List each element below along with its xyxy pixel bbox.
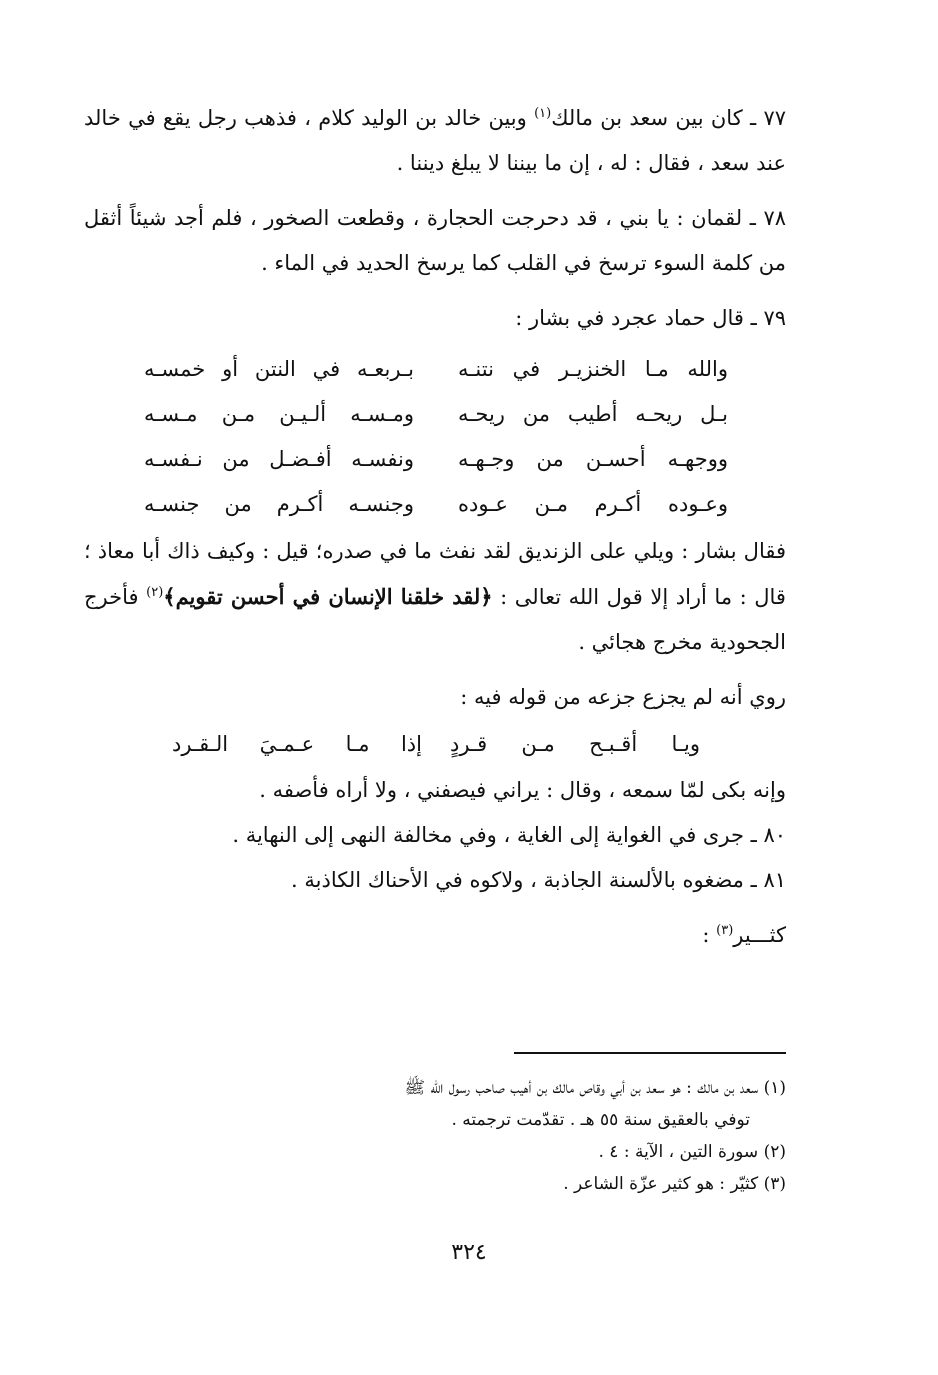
page-number: ٣٢٤ [451, 1240, 487, 1265]
verse-hemistich-right: ووجهـه أحسـن من وجـهـه [458, 447, 728, 471]
paragraph-bashar: فقال بشار : ويلي على الزنديق لقد نفث ما في صدره؛ قيل : وكيف ذاك أبا معاذ ؛ قال : ما أراد إلا قول الله تعالى : ﴿لقد خلقنا الإنسان في أحسن تقويم﴾$^{(٢)}$ فأخرج الجحودية مخرج هجائي . [84, 539, 786, 654]
verse-line-bashar [84, 720, 786, 768]
footnotes [84, 1072, 786, 1200]
footnote-2: (٢) سورة التين ، الآية : ٤ . [598, 1142, 786, 1162]
paragraph-78: ٧٨ ـ لقمان : يا بني ، قد دحرجت الحجارة ، وقطعت الصخور ، فلم أجد شيئاً أثقل من كلمة السوء ترسخ في القلب كما يرسخ الحديد في الماء . [84, 206, 786, 275]
verse-hemistich-left: وجنسـه أكـرم من جنسـه [144, 492, 414, 516]
paragraph-81: ٨١ ـ مضغوه بالألسنة الجاذبة ، ولاكوه في الأحناك الكاذبة . [291, 868, 786, 892]
verse-line [84, 392, 786, 437]
footnote-divider [514, 1052, 786, 1054]
footnote-ref-3[interactable]: (٣) [716, 923, 734, 938]
verse-hemistich-left: إذا مـا عـمـيَ الـقـرد [172, 732, 422, 756]
heading-kuthayyir: كثـــير$^{(٣)}$ : [702, 923, 786, 947]
paragraph-80: ٨٠ ـ جرى في الغواية إلى الغاية ، وفي مخالفة النهى إلى النهاية . [232, 823, 786, 847]
verse-hemistich-left: بـربعـه في النتن أو خمسـه [144, 357, 414, 381]
footnote-1-continued: توفي بالعقيق سنة ٥٥ هـ . تقدّمت ترجمته . [451, 1110, 750, 1130]
verse-hemistich-right: ويـا أقـبـح مـن قـردٍ [450, 732, 700, 756]
verse-hemistich-right: وعـوده أكـرم مـن عـوده [458, 492, 728, 516]
verse-hemistich-right: والله مـا الخنزيـر في نتنـه [458, 357, 728, 381]
footnote-ref-2[interactable]: (٢) [146, 585, 164, 600]
footnote-3: (٣) كثيّر : هو كثير عزّة الشاعر . [563, 1174, 786, 1194]
footnote-1: (١) سعد بن مالك : هو سعد بن أبي وقاص مالك بن أهيب صاحب رسول الله ﷺ [404, 1078, 786, 1098]
quran-quote: ﴿لقد خلقنا الإنسان في أحسن تقويم﴾ [163, 584, 493, 609]
main-text [84, 96, 786, 958]
paragraph-77: ٧٧ ـ كان بين سعد بن مالك$^{(١)}$ وبين خالد بن الوليد كلام ، فذهب رجل يقع في خالد عند سعد ، فقال : له ، إن ما بيننا لا يبلغ ديننا . [84, 106, 786, 175]
verse-hemistich-right: بـل ريحـه أطيب من ريحـه [458, 402, 728, 426]
verse-line [84, 437, 786, 482]
paragraph-79-intro: ٧٩ ـ قال حماد عجرد في بشار : [515, 306, 786, 330]
footnote-ref-1[interactable]: (١) [534, 106, 552, 121]
verse-hemistich-left: ونفسـه أفـضـل من نـفسـه [144, 447, 414, 471]
verse-hemistich-left: ومـسـه ألـيـن مـن مـسـه [144, 402, 414, 426]
paragraph-rowi: روي أنه لم يجزع جزعه من قوله فيه : [460, 685, 786, 709]
verse-line [84, 482, 786, 527]
poem-hamad [84, 347, 786, 527]
paragraph-cry: وإنه بكى لمّا سمعه ، وقال : يراني فيصفني ، ولا أراه فأصفه . [259, 778, 786, 802]
verse-line [84, 347, 786, 392]
